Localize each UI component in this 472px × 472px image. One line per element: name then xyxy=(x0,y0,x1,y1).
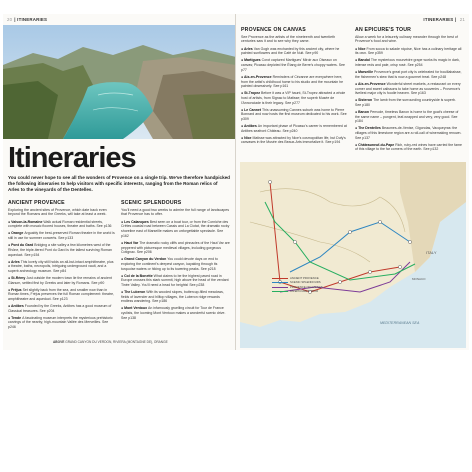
ancient-provence-entries xyxy=(8,220,115,330)
entry-text: Wonderful street markets, a restaurant on every corner and sweet calissons to take home as souvenirs – Provence's liveliest major city is foodie heaven. See p163 xyxy=(355,81,461,96)
caption-label: ABOVE xyxy=(53,340,65,344)
itinerary-entry xyxy=(8,304,115,313)
legend-swatch xyxy=(272,291,288,292)
entry-name: ● The Dentelles xyxy=(355,126,382,131)
left-page xyxy=(3,14,236,350)
map-label-sea: MEDITERRANEAN SEA xyxy=(380,321,420,325)
right-running-head-text: ITINERARIES xyxy=(423,17,454,22)
itinerary-entry xyxy=(121,220,231,239)
provence-on-canvas-column xyxy=(241,28,349,147)
scenic-splendours-entries xyxy=(121,220,231,321)
right-running-head: ITINERARIES | 21 xyxy=(423,17,465,22)
entry-text: An infamously gruelling circuit for Tour de France cyclists, the looming Mont Ventoux makes a wonderful scenic drive. See p138 xyxy=(121,306,226,320)
itinerary-map xyxy=(240,162,466,348)
map-label-country: ITALY xyxy=(426,250,437,255)
entry-name: ● Banon xyxy=(355,109,370,114)
itinerary-entry xyxy=(8,288,115,302)
itinerary-entry xyxy=(241,108,349,122)
entry-text: A fascinating museum interprets the mysterious prehistoric carvings of the nearby, high-mountain Vallée des Merveilles. See p246 xyxy=(8,315,113,330)
itinerary-entry xyxy=(241,91,349,105)
entry-name: ● Antibes xyxy=(241,124,258,129)
entry-text: What claims to be the highest paved road in Europe crosses this stark summit, high above the head of the verdant Tinée Valley. You'll need a head for heights! See p238 xyxy=(121,273,229,288)
entry-name: ● Martigues xyxy=(241,58,262,63)
legend-label: SCENIC SPLENDOURS xyxy=(290,280,321,285)
intro-paragraph: You could never hope to see all the wonders of Provence on a single trip. We've therefore handpicked the following itineraries to help visitors with specific interests, ranging from the Roman relics of Arles to the vineyards of the Dentelles. xyxy=(8,175,230,192)
entry-text: Bridging a site valley a few kilometres west of the Rhône, the triple-tiered Pont du Gard is the tallest surviving Roman aqueduct. See p154 xyxy=(8,243,112,257)
entry-name: ● Châteauneuf-du-Pape xyxy=(355,142,396,147)
provence-on-canvas-entries xyxy=(241,47,349,145)
entry-text: Pernode, timeless Banon is home to the goat's cheese of the same name – pungent, leaf-wrapped and very, very good. See p184 xyxy=(355,109,459,124)
canyon-illustration xyxy=(3,25,236,139)
entry-name: ● Bandol xyxy=(355,58,371,63)
scenic-splendours-heading: SCENIC SPLENDOURS xyxy=(121,200,182,206)
legend-label: PROVENCE ON CANVAS xyxy=(290,284,323,289)
entry-text: The lamb from the surrounding countryside is superb. See p180 xyxy=(355,98,456,107)
entry-name: ● Arles xyxy=(241,46,254,51)
entry-name: ● Sisteron xyxy=(355,98,374,103)
entry-text: Provence's great port city is celebrated for bouillabaisse, the fishermen's stew that is now a gourmet treat. See p248 xyxy=(355,70,462,79)
entry-text: Matisse was attracted by Nice's cosmopolitan life, but Dufy's canvases in the Musée des Beaux-Arts immortalize it. See p194 xyxy=(241,135,346,145)
entry-text: This lovely city still holds an all-but-intact amphitheatre, plus a theatre, baths, necropolis, intriguing underground vault, and a superb archeology museum. See p84 xyxy=(8,259,114,273)
itinerary-entry xyxy=(355,126,463,140)
itinerary-entry xyxy=(121,274,231,288)
entry-text: The dramatic rocky cliffs and pinnacles of the Haut Var are peppered with picturesque medieval villages, including gorgeous Cotignac. See p206 xyxy=(121,240,230,255)
entry-text: From socca to salade niçoise, Nice has a culinary heritage all its own. See p359 xyxy=(355,46,462,56)
entry-text: Beaumes-de-Venise, Gigondas, Vacqueyras: the villages of this limestone region are a roll-call of winemaking renown. See p137 xyxy=(355,126,462,140)
legend-swatch xyxy=(272,282,288,283)
epicures-tour-column xyxy=(355,28,463,154)
legend-swatch xyxy=(272,287,288,288)
entry-text: Founded by the Greeks, Antibes has a good museum of Classical treasures. See p204 xyxy=(8,304,112,313)
entry-text: The mysterious mourvèdre grape works its magic in dark, intense reds and pale, crisp rosé. See p254 xyxy=(355,58,460,68)
itinerary-entry xyxy=(355,47,463,56)
left-page-number: 20 xyxy=(7,17,13,22)
entry-name: ● Orange xyxy=(8,231,25,236)
canyon-photo xyxy=(3,25,236,139)
epicures-tour-entries xyxy=(355,47,463,152)
left-running-head-text: ITINERARIES xyxy=(17,17,48,22)
entry-text: Corot captured Martigues' Miroir aux Oiseaux on canvas; Picasso depicted the Étang de Berre's choppy waters. See p77 xyxy=(241,58,345,72)
entry-name: ● St-Rémy xyxy=(8,275,27,280)
photo-caption xyxy=(53,340,168,344)
entry-name: ● Haut Var xyxy=(121,240,140,245)
itinerary-entry xyxy=(241,75,349,89)
itinerary-entry xyxy=(241,124,349,133)
itinerary-entry xyxy=(355,98,463,107)
itinerary-entry xyxy=(8,231,115,240)
legend-swatch xyxy=(272,278,288,279)
entry-name: ● Aix-en-Provence xyxy=(241,74,273,79)
entry-text: Arguably the best-preserved Roman theatre in the world is still in use for summer concerts. See p133 xyxy=(8,231,115,241)
entry-text: Just outside the modern town lie the remains of ancient Glanum, settled first by Greeks and later by Romans. See p90 xyxy=(8,275,112,285)
entry-name: ● Le Cannet xyxy=(241,107,262,112)
itinerary-entry xyxy=(8,316,115,330)
itinerary-entry xyxy=(355,143,463,152)
entry-text: Rich, ruby-red wines have carried the fame of this village to the far corners of the earth. See p132 xyxy=(355,142,462,152)
ancient-provence-heading: ANCIENT PROVENCE xyxy=(8,200,65,206)
entry-text: You could devote days on end to exploring the continent's deepest canyon, kayaking through its turquoise waters or hiking up to its towering peaks. See p218 xyxy=(121,257,218,271)
entry-text: Best seen on a boat tour, or from the Corniche des Crêtes coastal road between Cassis and La Ciotat, the dramatic rocky shoreline east of Marseille makes an unforgettable spectacle. See p162 xyxy=(121,219,230,238)
itinerary-entry xyxy=(8,260,115,274)
map-legend xyxy=(272,276,323,294)
entry-name: ● St-Tropez xyxy=(241,91,262,96)
scenic-splendours-column xyxy=(121,201,231,323)
entry-text: This unassuming Cannes suburb was home to Pierre Bonnard and now hosts the first museum dedicated to his work. See p309 xyxy=(241,107,347,122)
itinerary-entry xyxy=(241,58,349,72)
itinerary-entry xyxy=(8,243,115,257)
ancient-provence-lead: Exploring the ancient sites of Provence, which date back even beyond the Romans and the Greeks, will take at least a week. xyxy=(8,207,107,217)
entry-name: ● Grand Canyon du Verdon xyxy=(121,257,168,262)
page-title: Itineraries xyxy=(8,142,136,174)
scenic-splendours-lead: You'll need a good two weeks to admire the full range of landscapes that Provence has to offer. xyxy=(121,207,230,217)
caption-text: GRAND CANYON DU VERDON, RIVIERA (MONTAGNE DE), ORANGE xyxy=(65,340,168,344)
provence-on-canvas-heading: PROVENCE ON CANVAS xyxy=(241,27,306,33)
itinerary-entry xyxy=(8,276,115,285)
provence-on-canvas-lead: See Provence as the artists of the nineteenth and twentieth centuries saw it and to see why they came. xyxy=(241,34,336,44)
entry-name: ● Mont Ventoux xyxy=(121,306,149,311)
entry-name: ● The Luberon xyxy=(121,290,147,295)
entry-name: ● Antibes xyxy=(8,304,25,309)
entry-name: ● Pont du Gard xyxy=(8,243,35,248)
map-label-city: MONACO xyxy=(412,277,426,281)
epicures-tour-heading: AN EPICURE'S TOUR xyxy=(355,27,412,33)
entry-text: Before it was a VIP haunt, St-Tropez attracted a whole host of artists, from Signac to Matisse; the superb Musée de l'Annonciade is their legacy. See p277 xyxy=(241,91,346,105)
legend-item xyxy=(272,289,323,293)
entry-text: An important phase of Picasso's career is remembered at Antibes seafront Château. See p240 xyxy=(241,124,347,133)
legend-label: ANCIENT PROVENCE xyxy=(290,276,319,280)
right-page-number: 21 xyxy=(459,17,465,22)
itinerary-entry xyxy=(121,241,231,255)
entry-name: ● Marseille xyxy=(355,70,375,75)
entry-text: Walk actual Roman residential streets, complete with mosaic floored houses, theatre and baths. See p136 xyxy=(8,219,112,229)
entry-name: ● Aix-en-Provence xyxy=(355,81,387,86)
entry-text: Reminders of Cézanne are everywhere here, from the artist's childhood home to his studio and the mountain he painted obsessively. See p161 xyxy=(241,74,344,89)
entry-name: ● Arles xyxy=(8,259,21,264)
itinerary-entry xyxy=(355,70,463,79)
ancient-provence-column xyxy=(8,201,115,332)
entry-text: Set slightly back from the sea, and smaller now than in Roman times, Fréjus preserves the full Roman complement: theatre, amphitheatre and aqueduct. See p123 xyxy=(8,287,115,302)
entry-name: ● Col de la Bonette xyxy=(121,273,154,278)
left-running-head: 20 | ITINERARIES xyxy=(7,17,48,22)
book-spread xyxy=(3,14,469,350)
right-page xyxy=(236,14,469,350)
itinerary-entry xyxy=(355,58,463,67)
itinerary-entry xyxy=(121,257,231,271)
entry-name: ● Nice xyxy=(241,135,253,140)
entry-name: ● Tende xyxy=(8,315,23,320)
legend-label: AN EPICURE'S TOUR xyxy=(290,289,319,294)
itinerary-entry xyxy=(121,306,231,320)
entry-text: Van Gogh was enchanted by this ancient city, where he painted sunflowers and the Café de Nuit. See p90 xyxy=(241,46,340,56)
itinerary-entry xyxy=(241,136,349,145)
itinerary-entry xyxy=(355,110,463,124)
entry-name: ● Vaison-la-Romaine xyxy=(8,219,44,224)
itinerary-entry xyxy=(121,290,231,304)
itinerary-entry xyxy=(8,220,115,229)
epicures-tour-lead: Allow a week for a leisurely culinary meander through the best of Provence's food and wine. xyxy=(355,34,458,44)
entry-name: ● Les Calanques xyxy=(121,219,150,224)
itinerary-entry xyxy=(241,47,349,56)
entry-name: ● Nice xyxy=(355,46,367,51)
itinerary-entry xyxy=(355,82,463,96)
entry-text: With its wooded slopes, buttercup-filled meadows, fields of lavender and hilltop villages, the Luberon ridge rewards endless wandering. See p186 xyxy=(121,290,224,304)
provence-map xyxy=(240,162,466,348)
entry-name: ● Fréjus xyxy=(8,287,23,292)
